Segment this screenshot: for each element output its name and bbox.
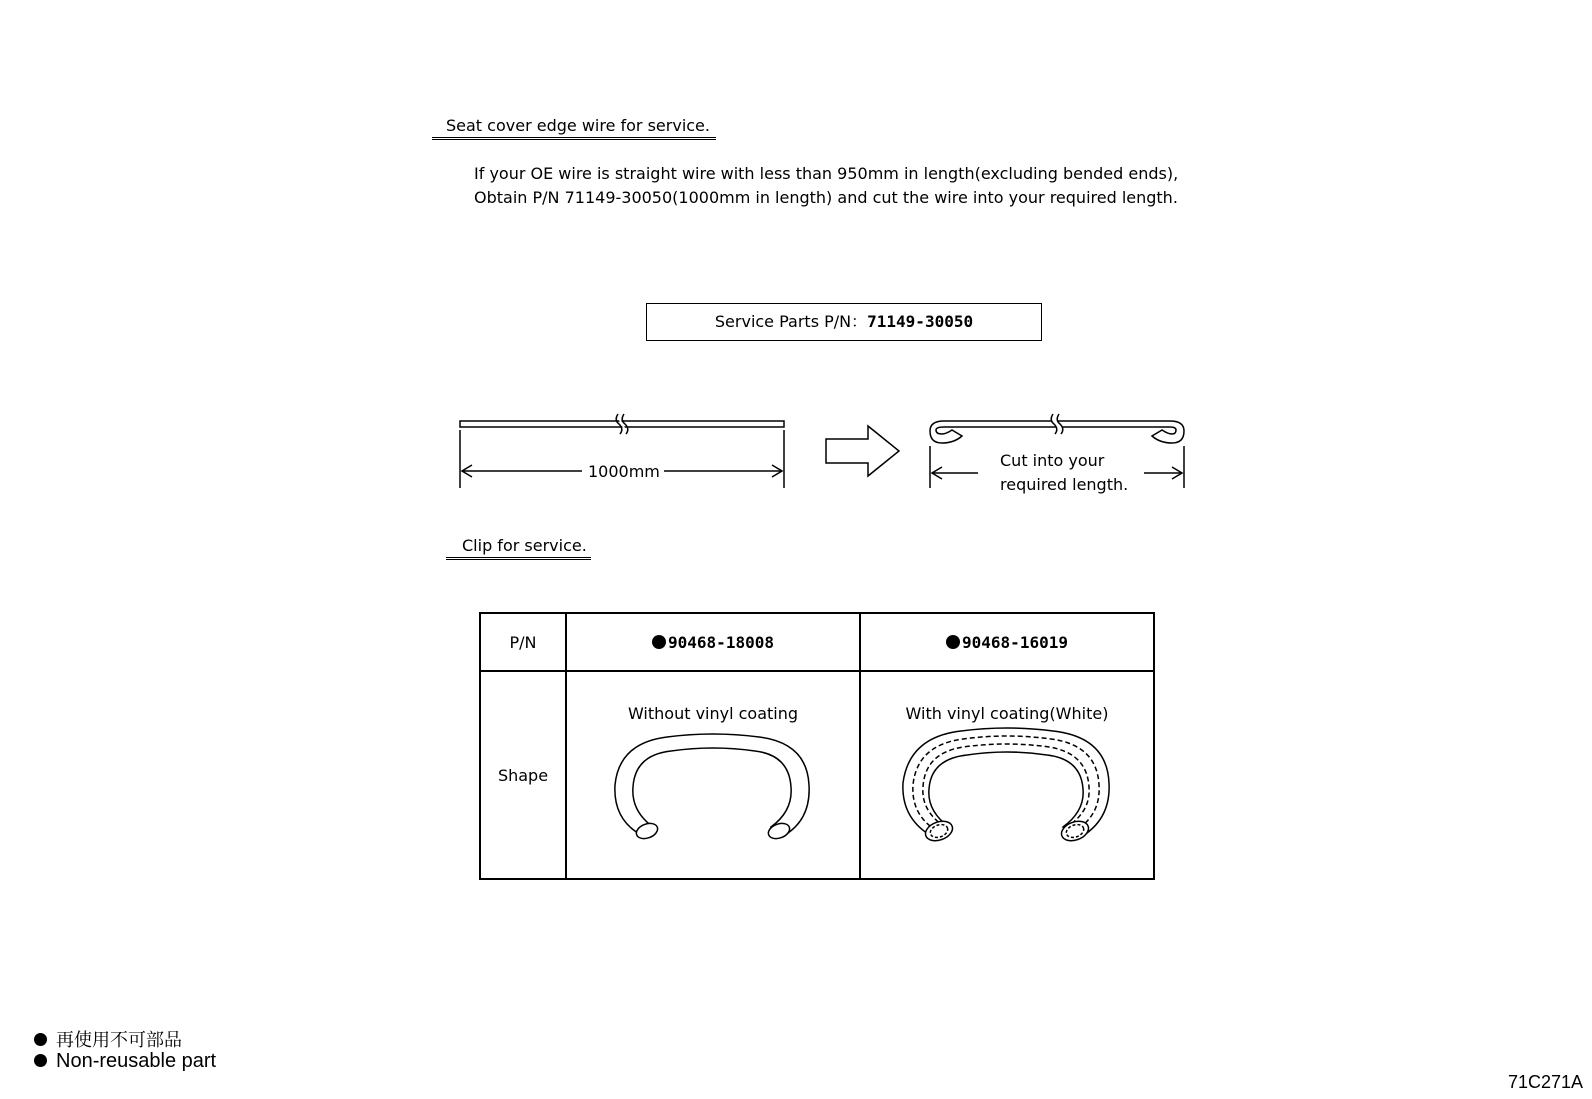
- instruction-line-2: Obtain P/N 71149-30050(1000mm in length) and cut the wire into your required length.: [474, 188, 1178, 207]
- service-parts-label: Service Parts P/N：: [714, 312, 868, 331]
- clip-description-1: Without vinyl coating: [627, 704, 799, 723]
- non-reusable-dot-icon: [34, 1054, 47, 1067]
- clip-description-2: With vinyl coating(White): [905, 704, 1109, 723]
- length-label: 1000mm: [588, 462, 660, 481]
- shape-row: [480, 671, 1154, 879]
- service-parts-box: [646, 303, 1042, 341]
- service-parts-number: 71149-30050: [867, 312, 974, 331]
- clip-part-number-1: 90468-18008: [668, 632, 774, 652]
- cut-label-line-1: Cut into your: [1000, 451, 1105, 470]
- pn-row: [480, 613, 1154, 671]
- non-reusable-dot-icon: [34, 1033, 47, 1046]
- bent-wire: [930, 413, 1184, 443]
- legend-jp: [34, 1026, 182, 1052]
- instruction-line-1: If your OE wire is straight wire with less than 950mm in length(excluding bended ends),: [474, 164, 1179, 183]
- wire-section-heading: Seat cover edge wire for service.: [432, 116, 716, 140]
- shape-cell-2: [860, 671, 1154, 879]
- pn-row-label: P/N: [480, 613, 566, 671]
- shape-row-label: Shape: [480, 671, 566, 879]
- clip-table: [479, 612, 1155, 880]
- non-reusable-bullet-icon: [652, 635, 666, 649]
- clip-coated-icon: [897, 727, 1117, 853]
- shape-cell-1: [566, 671, 860, 879]
- cut-label-line-2: required length.: [1000, 475, 1129, 494]
- legend-en: [34, 1050, 216, 1073]
- clip-section-heading: Clip for service.: [446, 536, 591, 560]
- pn-cell-1: [566, 613, 860, 671]
- non-reusable-bullet-icon: [946, 635, 960, 649]
- straight-wire: [460, 413, 784, 436]
- clip-uncoated-icon: [603, 727, 823, 853]
- pn-cell-2: [860, 613, 1154, 671]
- figure-id: 71C271A: [1508, 1072, 1584, 1092]
- arrow-icon: [826, 426, 899, 476]
- legend-jp-text: 再使用不可部品: [56, 1030, 182, 1050]
- legend-en-text: Non-reusable part: [56, 1050, 217, 1072]
- clip-part-number-2: 90468-16019: [962, 632, 1068, 652]
